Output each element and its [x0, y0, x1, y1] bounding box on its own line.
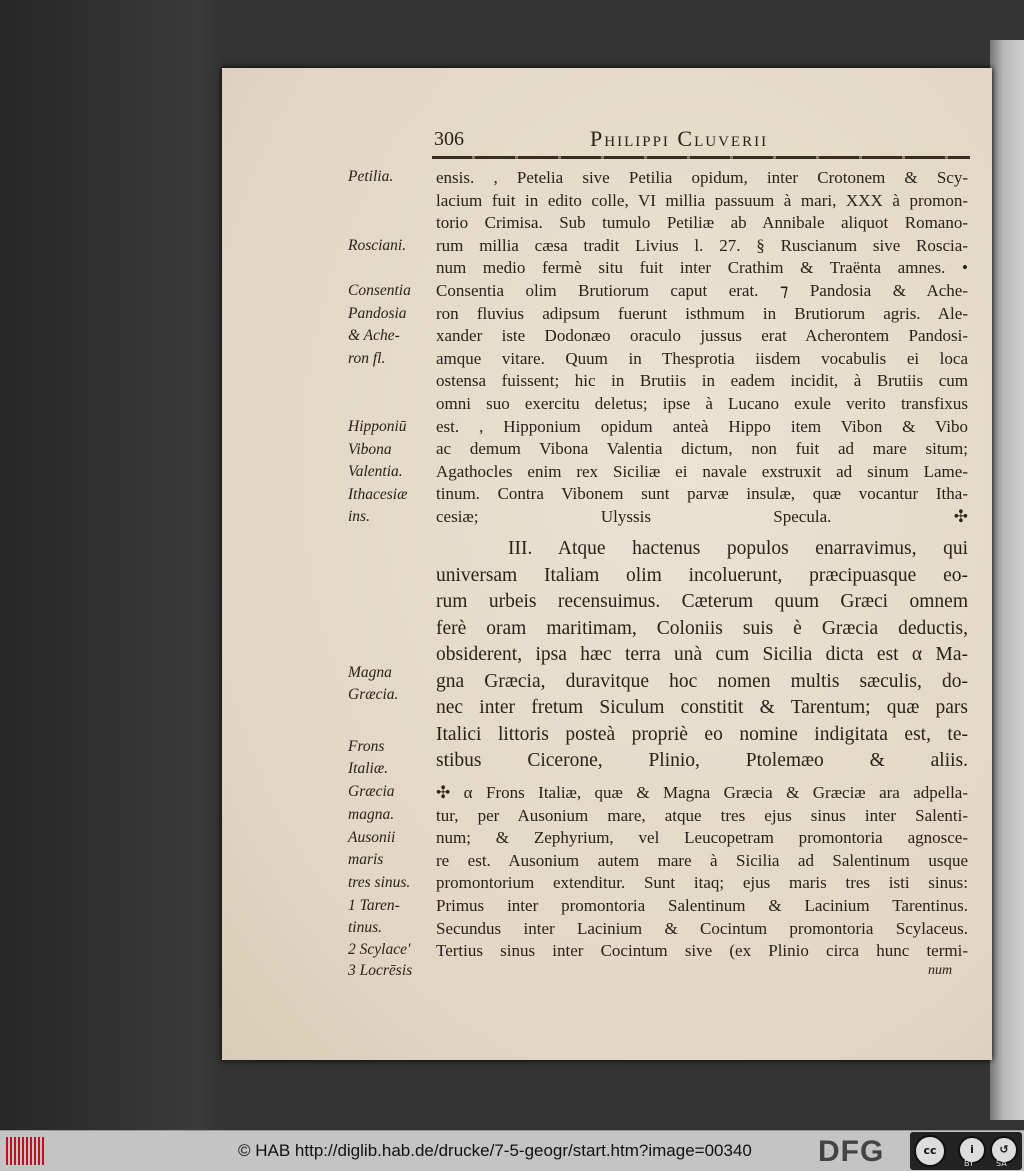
- text-line: universam Italiam olim incoluerunt, præcipuasque eo-: [436, 564, 968, 586]
- text-line: omni suo exercitu deletus; ipse à Lucano exule verito transfixus: [436, 394, 968, 413]
- text-line: nec inter fretum Siculum constitit & Tarentum; quæ pars: [436, 697, 968, 718]
- margin-note: Consentia: [348, 282, 411, 299]
- text-line: xander iste Dodonæo oraculo jussus erat Acherontem Pandosi-: [436, 326, 968, 346]
- text-line: Secundus inter Lacinium & Cocintum promontoria Scylaceus.: [436, 918, 968, 938]
- header-rule: [432, 156, 970, 159]
- text-line: Agathocles enim rex Siciliæ ei navale exstruxit ad sinum Lame-: [436, 461, 968, 481]
- text-line: num medio fermè situ fuit inter Crathim & Traënta amnes. •: [436, 258, 968, 278]
- text-line: lacium fuit in edito colle, VI millia passuum à mari, XXX à promon-: [436, 190, 968, 210]
- dfg-logo: DFG: [818, 1135, 885, 1168]
- margin-note: Græcia: [348, 783, 395, 800]
- text-line: tinum. Contra Vibonem sunt parvæ insulæ, quæ vocantur Itha-: [436, 484, 968, 504]
- text-line: Tertius sinus inter Cocintum sive (ex Plinio circa hunc termi-: [436, 941, 968, 961]
- text-line: ferè oram maritimam, Coloniis suis è Græcia deductis,: [436, 617, 968, 639]
- margin-note: Ithacesiæ: [348, 486, 408, 503]
- text-line: Primus inter promontoria Salentinum & Lacinium Tarentinus.: [436, 896, 968, 915]
- text-line: num; & Zephyrium, vel Leucopetram promontoria agnosce-: [436, 828, 968, 848]
- text-line: ac demum Vibona Valentia dictum, non fuit ad mare situm;: [436, 439, 968, 459]
- text-line: amque vitare. Quum in Thesprotia iisdem vocabulis ei loca: [436, 348, 968, 368]
- text-line: ostensa fuissent; hic in Brutiis in eadem incidit, à Brutiis cum: [436, 371, 968, 391]
- by-label: BY: [964, 1159, 974, 1168]
- margin-note: Magna: [348, 664, 392, 681]
- cc-icon: cc: [914, 1135, 946, 1167]
- text-line: gna Græcia, duravitque hoc nomen multis sæculis, do-: [436, 670, 968, 692]
- margin-note: Rosciani.: [348, 237, 407, 254]
- text-line: ✣ α Frons Italiæ, quæ & Magna Græcia & Græciæ ara adpella-: [436, 783, 968, 802]
- margin-note: Frons: [348, 738, 385, 755]
- text-line: stibus Cicerone, Plinio, Ptolemæo & aliis.: [436, 750, 968, 771]
- text-line: cesiæ; Ulyssis Specula. ✣: [436, 507, 968, 526]
- margin-note: 3 Locrēsis: [348, 962, 413, 979]
- margin-note: 1 Taren-: [348, 897, 400, 914]
- text-line: est. , Hipponium opidum anteà Hippo item Vibon & Vibo: [436, 416, 968, 436]
- cc-license-badge[interactable]: [910, 1132, 1022, 1170]
- margin-note: & Ache-: [348, 327, 400, 344]
- margin-note: Hipponiū: [348, 418, 407, 435]
- text-line: rum millia cæsa tradit Livius l. 27. § Ruscianum sive Roscia-: [436, 235, 968, 255]
- margin-note: ron fl.: [348, 350, 386, 367]
- catchword: num: [928, 963, 953, 978]
- margin-note: maris: [348, 851, 384, 868]
- sa-icon: ↺: [990, 1136, 1018, 1164]
- margin-note: magna.: [348, 806, 395, 823]
- text-line: promontorium extenditur. Sunt itaq; ejus maris tres isti sinus:: [436, 873, 968, 893]
- text-line: III. Atque hactenus populos enarravimus, qui: [508, 538, 968, 559]
- text-line: Consentia olim Brutiorum caput erat. ⁊ Pandosia & Ache-: [436, 281, 968, 300]
- text-line: tur, per Ausonium mare, atque tres ejus sinus inter Salenti-: [436, 805, 968, 825]
- text-line: ensis. , Petelia sive Petilia opidum, inter Crotonem & Scy-: [436, 168, 968, 187]
- text-line: Italici littoris posteà propriè eo nomine indigitata est, te-: [436, 723, 968, 745]
- margin-note: Petilia.: [348, 168, 394, 185]
- hab-logo-icon: [6, 1137, 44, 1165]
- page-number: 306: [434, 128, 464, 150]
- text-line: torio Crimisa. Sub tumulo Petiliæ ab Annibale aliquot Romano-: [436, 213, 968, 233]
- sa-label: SA: [996, 1159, 1007, 1168]
- margin-note: tres sinus.: [348, 874, 411, 891]
- text-line: re est. Ausonium autem mare à Sicilia ad Salentinum usque: [436, 850, 968, 870]
- margin-note: Pandosia: [348, 305, 407, 322]
- margin-note: Italiæ.: [348, 760, 389, 777]
- margin-note: Ausonii: [348, 829, 396, 846]
- margin-note: Vibona: [348, 441, 392, 458]
- next-page-edge: [990, 40, 1024, 1120]
- text-line: obsiderent, ipsa hæc terra unà cum Sicilia dicta est α Ma-: [436, 644, 968, 665]
- margin-note: Græcia.: [348, 686, 399, 703]
- margin-note: tinus.: [348, 919, 383, 936]
- text-line: rum urbeis recensuimus. Cæterum quum Græci omnem: [436, 591, 968, 612]
- copyright-url[interactable]: © HAB http://diglib.hab.de/drucke/7-5-geogr/start.htm?image=00340: [238, 1141, 752, 1160]
- by-icon: i: [958, 1136, 986, 1164]
- text-line: ron fluvius adipsum fuerunt isthmum in Brutiorum agris. Ale-: [436, 303, 968, 323]
- margin-note: 2 Scylace': [348, 941, 411, 958]
- footer-bar: [0, 1130, 1024, 1171]
- margin-note: ins.: [348, 508, 370, 525]
- margin-note: Valentia.: [348, 463, 403, 480]
- running-title: Philippi Cluverii: [590, 126, 769, 151]
